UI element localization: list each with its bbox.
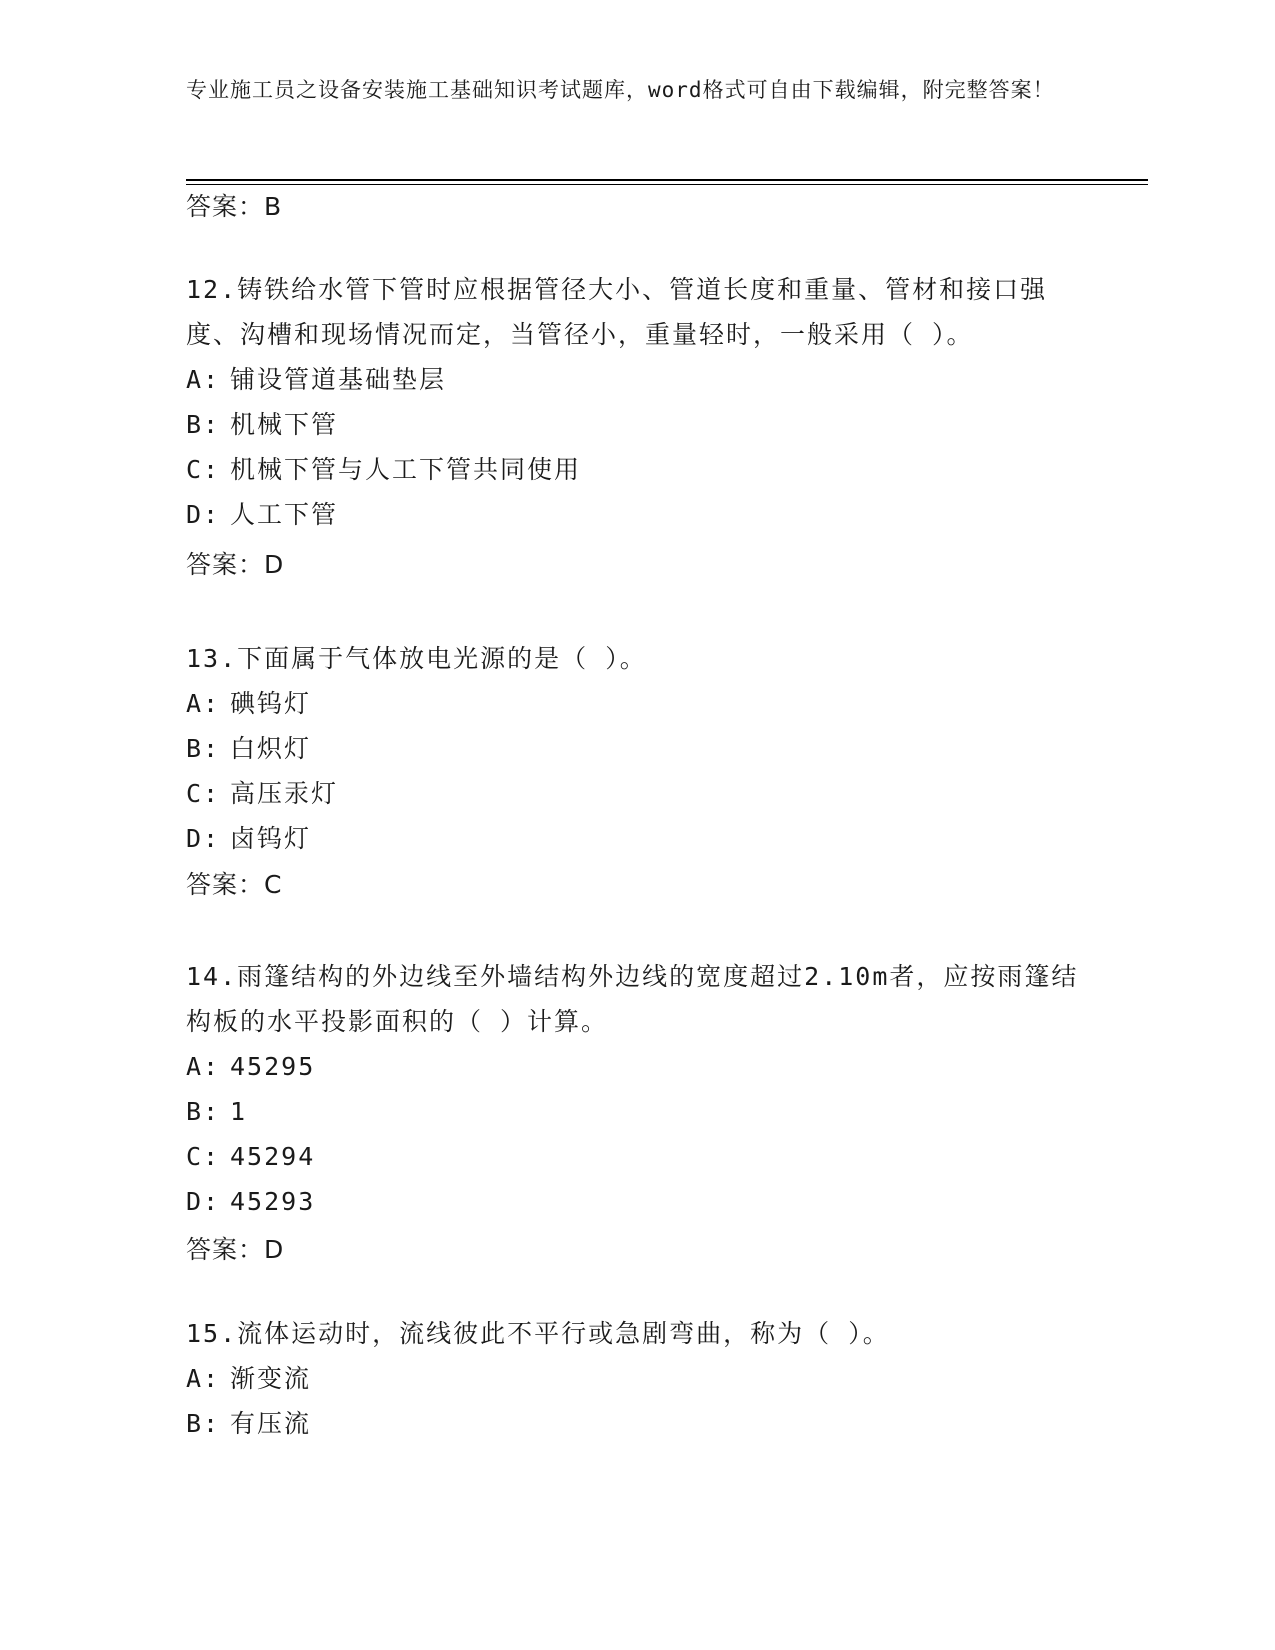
option-c [186,447,1086,492]
option-text: 高压汞灯 [230,779,339,808]
question-stem: 12.铸铁给水管下管时应根据管径大小、管道长度和重量、管材和接口强度、沟槽和现场情况而定，当管径小，重量轻时，一般采用（ ）。 [186,275,1048,349]
option-d [186,492,1086,537]
option-c [186,771,1086,816]
option-key: A: [186,365,221,394]
option-b [186,1401,1086,1446]
option-text: 机械下管与人工下管共同使用 [230,455,582,484]
option-key: B: [186,410,221,439]
option-text: 有压流 [230,1409,312,1438]
option-b [186,726,1086,771]
answer-13: 答案：C [186,870,283,899]
question-12 [186,267,1086,537]
option-b [186,1089,1086,1134]
option-key: C: [186,779,221,808]
answer-12: 答案：D [186,550,285,579]
option-key: C: [186,455,221,484]
option-key: B: [186,1409,221,1438]
option-b [186,402,1086,447]
option-text: 白炽灯 [230,734,312,763]
option-key: A: [186,689,221,718]
question-15 [186,1311,1086,1446]
option-d [186,1179,1086,1224]
question-stem: 15.流体运动时，流线彼此不平行或急剧弯曲，称为（ ）。 [186,1319,890,1348]
option-key: B: [186,734,221,763]
question-13 [186,636,1086,861]
option-text: 渐变流 [230,1364,312,1393]
option-a [186,681,1086,726]
question-stem: 13.下面属于气体放电光源的是（ ）。 [186,644,647,673]
header-rule-thin [186,184,1148,185]
option-text: 人工下管 [230,500,339,529]
page-header: 专业施工员之设备安装施工基础知识考试题库，word格式可自由下载编辑，附完整答案！ [186,78,1055,102]
option-a [186,1356,1086,1401]
option-key: D: [186,500,221,529]
option-text: 45294 [230,1142,316,1171]
option-key: C: [186,1142,221,1171]
option-key: A: [186,1052,221,1081]
option-key: B: [186,1097,221,1126]
header-rule-thick [186,179,1148,181]
option-text: 碘钨灯 [230,689,312,718]
option-key: A: [186,1364,221,1393]
option-text: 45295 [230,1052,316,1081]
option-a [186,357,1086,402]
answer-14: 答案：D [186,1235,285,1264]
option-text: 铺设管道基础垫层 [230,365,447,394]
option-c [186,1134,1086,1179]
option-text: 机械下管 [230,410,339,439]
option-key: D: [186,1187,221,1216]
question-stem: 14.雨篷结构的外边线至外墙结构外边线的宽度超过2.10m者，应按雨篷结构板的水平投影面积的（ ）计算。 [186,962,1079,1036]
option-text: 1 [230,1097,248,1126]
option-key: D: [186,824,221,853]
option-text: 卤钨灯 [230,824,312,853]
answer-11: 答案：B [186,192,283,221]
option-a [186,1044,1086,1089]
option-d [186,816,1086,861]
question-14 [186,954,1086,1224]
option-text: 45293 [230,1187,316,1216]
